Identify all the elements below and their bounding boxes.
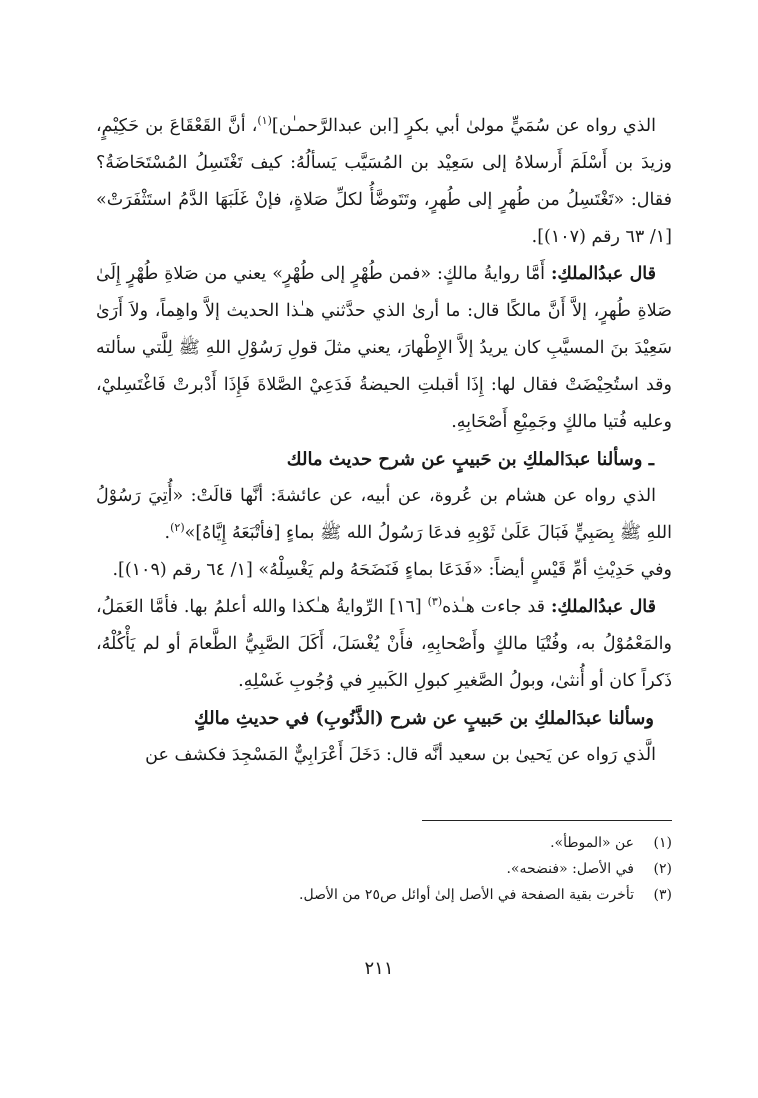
paragraph-4: وفي حَدِيْثِ أمِّ قَيْسٍ أيضاً: «فَدَعَا بماءٍ فَنَضَحَهُ ولم يَغْسِلْهُ» [١/ ٦٤ رقم (١٠٩)]. xyxy=(112,560,672,580)
main-text xyxy=(96,108,672,774)
footnote-item xyxy=(200,856,672,882)
speaker-label: قال عبدُالملكِ: xyxy=(550,264,656,284)
footnote-number: (٢) xyxy=(653,861,672,877)
section-title-1: ـ وسألنا عبدَالملكِ بن حَبيبٍ عن شرح حديث مالك xyxy=(286,449,654,470)
paragraph-3: الذي رواه عن هشام بن عُروة، عن أبيه، عن عائشةَ: أنَّها قالَتْ: «أُتِيَ رَسُوْلُ اللهِ ﷺ بِصَبِيٍّ فَبَالَ عَلَىٰ ثَوْبِهِ فدعَا رَسُولُ الله ﷺ بماءٍ [فأتْبَعَهُ إِيَّاهُ]»$^{(٢)}$. xyxy=(96,486,672,543)
footnotes xyxy=(200,830,672,908)
footnote-text: عن «الموطأ». xyxy=(550,835,634,851)
paragraph-1: الذي رواه عن سُمَيٍّ مولىٰ أبي بكرٍ [ابن عبدالرَّحمـٰن]$^{(١)}$، أنَّ القَعْقَاعَ بن حَكِيْمٍ، وزيدَ بن أَسْلَمَ أَرسلاهُ إلى سَعِيْد بن المُسَيَّب يَسألُهُ: كيف تَغْتَسِلُ المُسْتَحَاضَةُ؟ فقال: «تَغْتَسِلُ من طُهرٍ إلى طُهرٍ، وتَتَوضَّأُ لكلِّ صَلاةٍ، فإنْ غَلَبَهَا الدَّمُ استَثْفَرَتْ» [١/ ٦٣ رقم (١٠٧)]. xyxy=(96,114,672,247)
paragraph-2: قال عبدُالملكِ: أَمَّا روايةُ مالكٍ: «فمن طُهْرٍ إلى طُهْرٍ» يعني من صَلاةِ طُهْرٍ إِلَىٰ صَلاةِ طُهرٍ، إلاَّ أَنَّ مالكًا قال: ما أرىٰ الذي حدَّثني هـٰذا الحديث إلاَّ واهِماً، ولاَ أَرَىٰ سَعِيْدَ بنَ المسيَّبِ كان يريدُ إلاَّ الإِطْهارَ، يعني مثلَ قولِ رَسُوْلِ اللهِ ﷺ لِلَّتي سألته وقد استُحِيْضَتْ فقال لها: إِذَا أقبلتِ الحيضةُ فَدَعِيْ الصَّلاةَ فَإِذَا أَدْبرتْ فَاغْتَسِليْ، وعليه فُتيا مالكٍ وجَمِيْعِ أَصْحَابِهِ. xyxy=(96,264,672,432)
footnote-text: تأخرت بقية الصفحة في الأصل إلىٰ أوائل ص٢٥ من الأصل. xyxy=(299,887,634,903)
footnote-item xyxy=(200,830,672,856)
footnote-item xyxy=(200,882,672,908)
footnote-number: (٣) xyxy=(653,887,672,903)
footnote-number: (١) xyxy=(653,835,672,851)
paragraph-5: قال عبدُالملكِ: قد جاءت هـٰذه$^{(٣)}$ [١٦] الرِّوايةُ هـٰكذا والله أعلمُ بها. فأمَّا العَمَلُ، والمَعْمُوْلُ به، وفُتْيَا مالكٍ وأَصْحابِهِ، فأَنْ يُغْسَلَ، أَكَلَ الصَّبِيُّ الطَّعامَ أو لم يَأْكُلْهُ، ذَكراً كان أو أُنثىٰ، وبولُ الصَّغيرِ كبولِ الكَبيرِ في وُجُوبِ غَسْلِهِ. xyxy=(96,595,672,691)
footnote-ref-1: (١) xyxy=(257,114,272,128)
footnote-divider xyxy=(422,820,672,821)
footnote-ref-3: (٣) xyxy=(427,595,443,609)
page-number: ٢١١ xyxy=(364,958,394,979)
speaker-label: قال عبدُالملكِ: xyxy=(550,597,656,617)
paragraph-6: الَّذي رَواه عن يَحيىٰ بن سعيد أنَّه قال: دَخَلَ أَعْرَابِيٌّ المَسْجِدَ فكشف عن xyxy=(145,745,656,765)
section-title-2: وسألنا عبدَالملكِ بن حَبيبٍ عن شرح (الذَّنُوبِ) في حديثِ مالكٍ xyxy=(193,708,654,729)
footnote-ref-2: (٢) xyxy=(170,521,185,535)
footnote-text: في الأصل: «فنضحه». xyxy=(506,861,634,877)
